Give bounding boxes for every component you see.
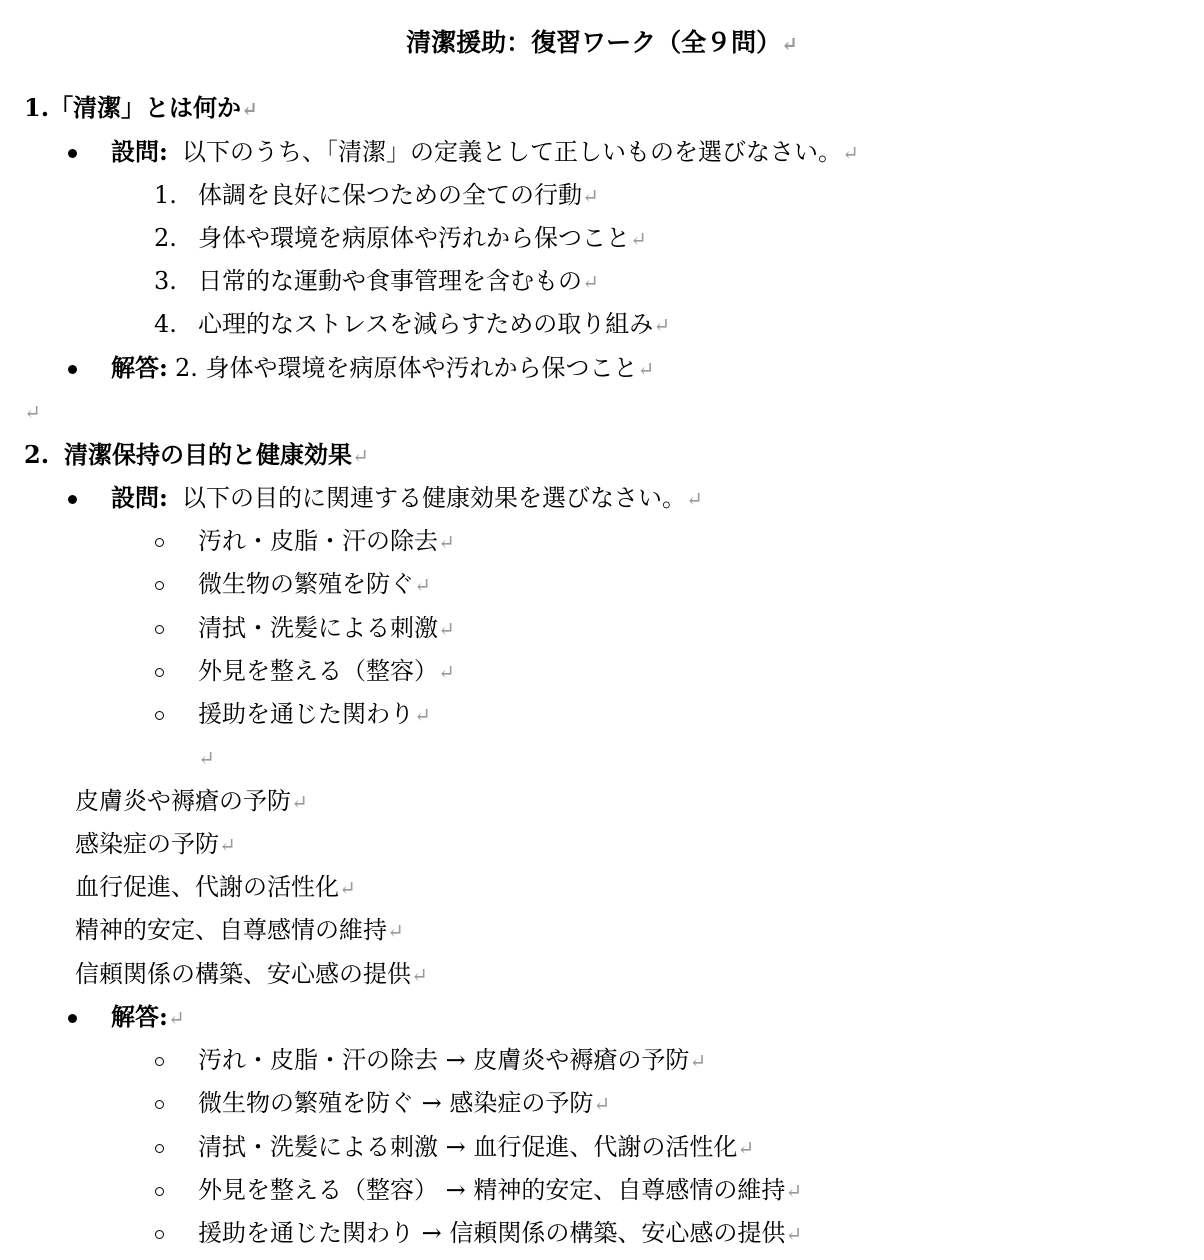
option-item (0, 309, 1204, 339)
paragraph-mark: ↵ (842, 141, 859, 165)
answer-pair (0, 1218, 1204, 1248)
paragraph-mark: ↵ (630, 227, 647, 251)
paragraph-mark: ↵ (241, 97, 258, 121)
answer-pair (0, 1175, 1204, 1205)
paragraph-mark: ↵ (785, 1222, 803, 1246)
paragraph-mark: ↵ (737, 1136, 755, 1160)
paragraph-mark: ↵ (291, 790, 308, 814)
document-title (0, 28, 1204, 58)
paragraph-mark: ↵ (438, 617, 455, 641)
paragraph-mark: ↵ (411, 963, 428, 987)
circle-bullet-icon (155, 1230, 164, 1239)
arrow-icon: → (445, 1176, 466, 1204)
arrow-icon: → (421, 1219, 442, 1247)
purpose-text: 援助を通じた関わり (198, 700, 414, 728)
section-number: 2. (24, 440, 50, 469)
paragraph-mark: ↵ (219, 833, 236, 857)
purpose-text: 外見を整える（整容） (198, 657, 438, 685)
circle-bullet-icon (155, 1187, 164, 1196)
section-title: 清潔保持の目的と健康効果 (64, 440, 352, 469)
section-1-question (0, 137, 1204, 167)
arrow-icon: → (445, 1046, 466, 1074)
paragraph-mark: ↵ (781, 32, 798, 56)
option-text: 身体や環境を病原体や汚れから保つこと (198, 224, 630, 252)
option-text: 体調を良好に保つための全ての行動 (198, 181, 582, 209)
section-2-answer (0, 1002, 1204, 1032)
section-1-heading (24, 93, 258, 123)
option-number: 4. (154, 310, 177, 338)
question-text: 以下のうち、「清潔」の定義として正しいものを選びなさい。 (182, 138, 842, 166)
circle-bullet-icon (155, 1144, 164, 1153)
paragraph-mark: ↵ (582, 184, 599, 208)
circle-bullet-icon (155, 581, 164, 590)
bullet-icon (68, 365, 77, 374)
effect-item (75, 786, 308, 816)
answer-purpose: 微生物の繁殖を防ぐ (198, 1089, 414, 1117)
bullet-icon (68, 1014, 77, 1023)
paragraph-mark: ↵ (339, 876, 356, 900)
answer-text: 2. 身体や環境を病原体や汚れから保つこと (175, 354, 638, 382)
purpose-item (0, 569, 1204, 599)
paragraph-mark: ↵ (689, 1049, 707, 1073)
answer-pair (0, 1132, 1204, 1162)
bullet-icon (68, 149, 77, 158)
answer-label: 解答: (111, 353, 168, 382)
paragraph-mark: ↵ (593, 1092, 611, 1116)
paragraph-mark: ↵ (637, 357, 655, 381)
section-title: 「清潔」とは何か (49, 93, 242, 122)
effect-item (75, 915, 404, 945)
question-text: 以下の目的に関連する健康効果を選びなさい。 (182, 484, 686, 512)
circle-bullet-icon (155, 668, 164, 677)
circle-bullet-icon (155, 1100, 164, 1109)
effect-text: 感染症の予防 (75, 830, 219, 858)
option-text: 日常的な運動や食事管理を含むもの (198, 267, 582, 295)
section-2-heading (24, 440, 369, 470)
purpose-text: 微生物の繁殖を防ぐ (198, 570, 414, 598)
purpose-item (0, 613, 1204, 643)
purpose-text: 清拭・洗髪による刺激 (198, 614, 438, 642)
paragraph-mark: ↵ (438, 530, 455, 554)
paragraph-mark: ↵ (785, 1179, 803, 1203)
answer-effect: 信頼関係の構築、安心感の提供 (449, 1219, 786, 1247)
answer-purpose: 外見を整える（整容） (198, 1176, 438, 1204)
answer-effect: 精神的安定、自尊感情の維持 (473, 1176, 786, 1204)
purpose-text: 汚れ・皮脂・汗の除去 (198, 527, 438, 555)
purpose-item (0, 699, 1204, 729)
effect-text: 血行促進、代謝の活性化 (75, 873, 339, 901)
effect-item (75, 959, 428, 989)
paragraph-mark: ↵ (414, 703, 431, 727)
option-text: 心理的なストレスを減らすための取り組み (198, 310, 654, 338)
effect-text: 精神的安定、自尊感情の維持 (75, 916, 387, 944)
effect-text: 信頼関係の構築、安心感の提供 (75, 960, 411, 988)
effect-text: 皮膚炎や褥瘡の予防 (75, 787, 291, 815)
arrow-icon: → (421, 1089, 442, 1117)
paragraph-mark: ↵ (167, 1006, 185, 1030)
circle-bullet-icon (155, 538, 164, 547)
paragraph-mark: ↵ (438, 660, 455, 684)
answer-pair (0, 1088, 1204, 1118)
circle-bullet-icon (155, 1057, 164, 1066)
paragraph-mark: ↵ (352, 444, 369, 468)
option-number: 2. (154, 224, 177, 252)
circle-bullet-icon (155, 625, 164, 634)
answer-purpose: 汚れ・皮脂・汗の除去 (198, 1046, 438, 1074)
paragraph-mark: ↵ (686, 487, 703, 511)
answer-effect: 感染症の予防 (449, 1089, 594, 1117)
question-label: 設問: (111, 483, 168, 512)
answer-effect: 皮膚炎や褥瘡の予防 (473, 1046, 690, 1074)
section-1-answer (0, 353, 1204, 383)
paragraph-mark: ↵ (653, 313, 671, 337)
purpose-item (0, 526, 1204, 556)
empty-paragraph (24, 396, 41, 426)
option-item (0, 266, 1204, 296)
option-item (0, 223, 1204, 253)
arrow-icon: → (445, 1133, 466, 1161)
answer-purpose: 援助を通じた関わり (198, 1219, 414, 1247)
answer-pair (0, 1045, 1204, 1075)
paragraph-mark: ↵ (387, 919, 404, 943)
bullet-icon (68, 495, 77, 504)
option-number: 1. (154, 181, 177, 209)
effect-item (75, 829, 236, 859)
answer-purpose: 清拭・洗髪による刺激 (198, 1133, 438, 1161)
paragraph-mark: ↵ (24, 400, 41, 424)
circle-bullet-icon (155, 711, 164, 720)
answer-label: 解答: (111, 1002, 168, 1031)
question-label: 設問: (111, 137, 168, 166)
section-2-question (0, 483, 1204, 513)
paragraph-mark: ↵ (414, 573, 431, 597)
title-text: 清潔援助：復習ワーク（全９問） (406, 28, 782, 57)
paragraph-mark: ↵ (582, 270, 599, 294)
option-item (0, 180, 1204, 210)
empty-paragraph (198, 742, 215, 772)
answer-effect: 血行促進、代謝の活性化 (473, 1133, 738, 1161)
section-number: 1. (24, 93, 50, 122)
paragraph-mark: ↵ (198, 746, 215, 770)
purpose-item (0, 656, 1204, 686)
effect-item (75, 872, 356, 902)
option-number: 3. (154, 267, 177, 295)
